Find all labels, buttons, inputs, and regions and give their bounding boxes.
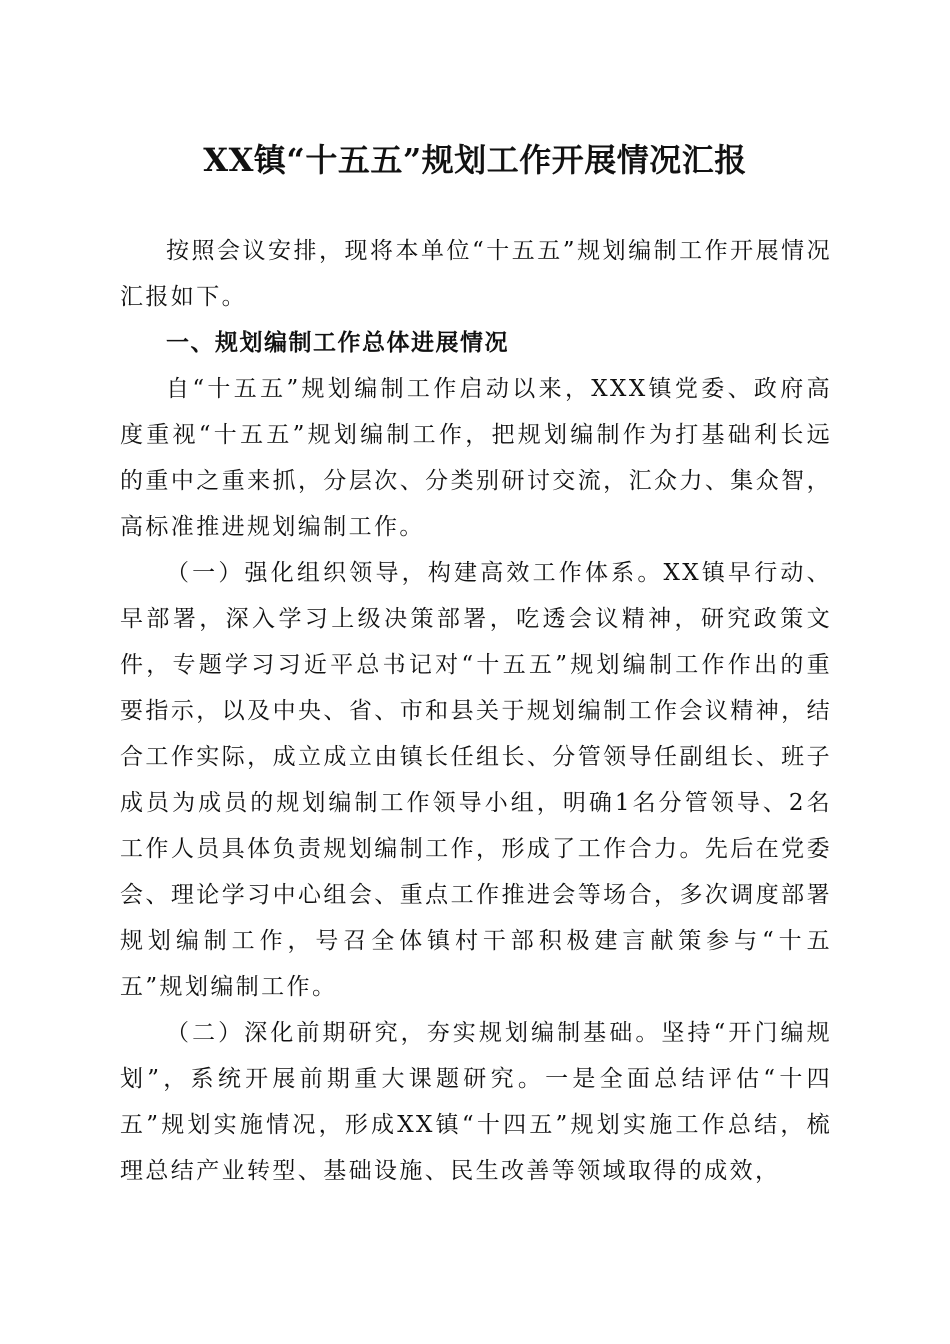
section-heading-1: 一、规划编制工作总体进展情况 (166, 330, 509, 356)
section-1-paragraph: 自“十五五”规划编制工作启动以来，XXX镇党委、政府高度重视“十五五”规划编制工作，把规划编制作为打基础利长远的重中之重来抓，分层次、分类别研讨交流，汇众力、集众智，高标准推进规划编制工作。 (120, 376, 832, 540)
document-title: XX镇“十五五”规划工作开展情况汇报 (203, 141, 747, 179)
subsection-1-paragraph: （一）强化组织领导，构建高效工作体系。XX镇早行动、早部署，深入学习上级决策部署，吃透会议精神，研究政策文件，专题学习习近平总书记对“十五五”规划编制工作作出的重要指示，以及中央、省、市和县关于规划编制工作会议精神，结合工作实际，成立成立由镇长任组长、分管领导任副组长、班子成员为成员的规划编制工作领导小组，明确1名分管领导、2名工作人员具体负责规划编制工作，形成了工作合力。先后在党委会、理论学习中心组会、重点工作推进会等场合，多次调度部署规划编制工作，号召全体镇村干部积极建言献策参与“十五五”规划编制工作。 (120, 560, 832, 1000)
document-body (120, 228, 832, 1194)
subsection-2-paragraph: （二）深化前期研究，夯实规划编制基础。坚持“开门编规划”，系统开展前期重大课题研究。一是全面总结评估“十四五”规划实施情况，形成XX镇“十四五”规划实施工作总结，梳理总结产业转型、基础设施、民生改善等领域取得的成效， (120, 1020, 832, 1184)
intro-paragraph: 按照会议安排，现将本单位“十五五”规划编制工作开展情况汇报如下。 (120, 238, 832, 310)
